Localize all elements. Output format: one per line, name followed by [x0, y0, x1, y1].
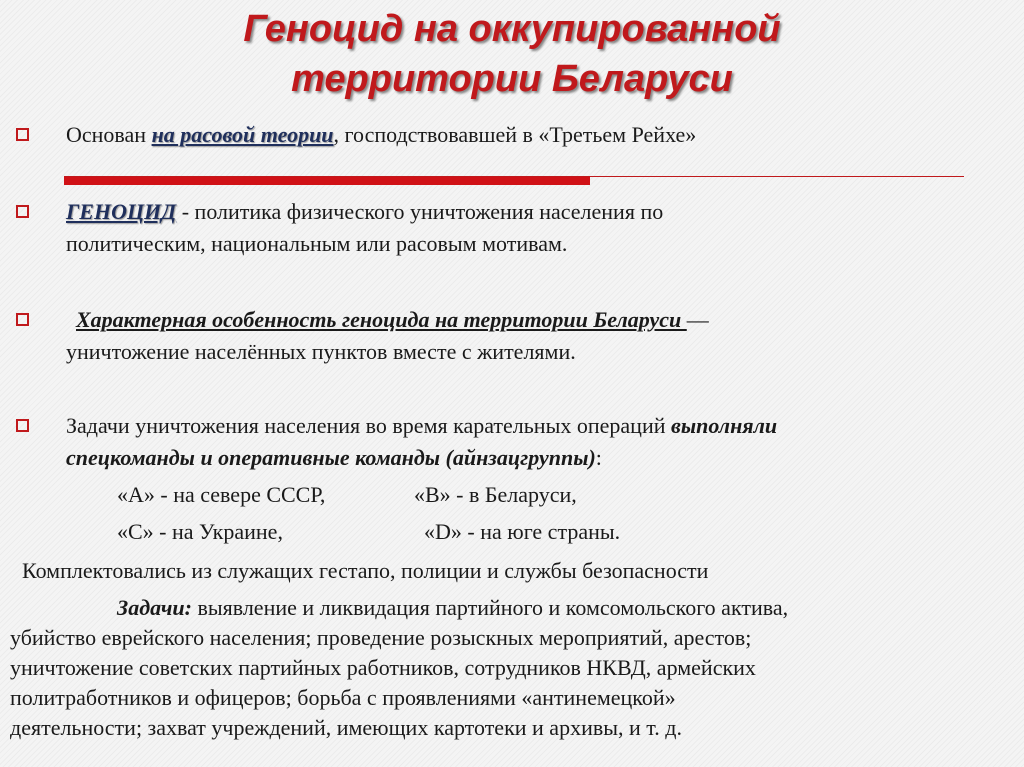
slide-title [60, 4, 964, 104]
colon: : [595, 445, 602, 470]
title-line-1: Геноцид на оккупированной [243, 8, 781, 50]
bullet-2-definition: - политика физического уничтожения населения по [176, 199, 664, 224]
tasks-line-1 [117, 593, 788, 623]
bullet-4-emphasis: выполняли [671, 413, 778, 438]
bullet-4-line-1 [66, 411, 777, 441]
square-bullet-icon [16, 313, 29, 326]
bullet-4-lead: Задачи уничтожения населения во время карательных операций [66, 413, 671, 438]
square-bullet-icon [16, 205, 29, 218]
group-d: «D» - на юге страны. [424, 519, 621, 544]
group-b: «В» - в Беларуси, [414, 482, 577, 507]
bullet-1-suffix: , господствовавшей в «Третьем Рейхе» [333, 122, 697, 147]
feature-heading-link[interactable]: Характерная особенность геноцида на территории Беларуси [76, 307, 687, 332]
group-c: «С» - на Украине, [117, 519, 283, 544]
bullet-2-line-2: политическим, национальным или расовым мотивам. [66, 231, 568, 256]
tasks-line-4: политработников и офицеров; борьба с проявлениями «антинемецкой» [10, 685, 676, 710]
title-line-2: территории Беларуси [291, 58, 733, 100]
einsatzgruppen-label: спецкоманды и оперативные команды (айнзацгруппы) [66, 445, 596, 470]
racial-theory-link[interactable]: на расовой теории [151, 122, 334, 147]
tasks-line-1-text: выявление и ликвидация партийного и комсомольского актива, [191, 595, 789, 620]
tasks-line-3: уничтожение советских партийных работников, сотрудников НКВД, армейских [10, 655, 756, 680]
tasks-label: Задачи: [117, 595, 192, 620]
square-bullet-icon [16, 419, 29, 432]
tasks-line-2: убийство еврейского населения; проведение розыскных мероприятий, арестов; [10, 625, 752, 650]
bullet-1-text [66, 120, 696, 150]
divider-thick-bar [64, 177, 590, 185]
tasks-line-5: деятельности; захват учреждений, имеющих картотеки и архивы, и т. д. [10, 715, 682, 740]
bullet-2-line-1 [66, 197, 663, 227]
recruitment-note: Комплектовались из служащих гестапо, полиции и службы безопасности [22, 558, 709, 583]
genocide-term-link[interactable]: ГЕНОЦИД [66, 199, 177, 224]
em-dash: — [686, 307, 709, 332]
square-bullet-icon [16, 128, 29, 141]
bullet-1-prefix: Основан [66, 122, 152, 147]
group-a: «А» - на севере СССР, [117, 482, 326, 507]
bullet-4-line-2 [66, 443, 602, 473]
bullet-3-line-2: уничтожение населённых пунктов вместе с жителями. [66, 339, 576, 364]
red-divider [64, 176, 964, 186]
bullet-3-line-1 [76, 305, 709, 335]
